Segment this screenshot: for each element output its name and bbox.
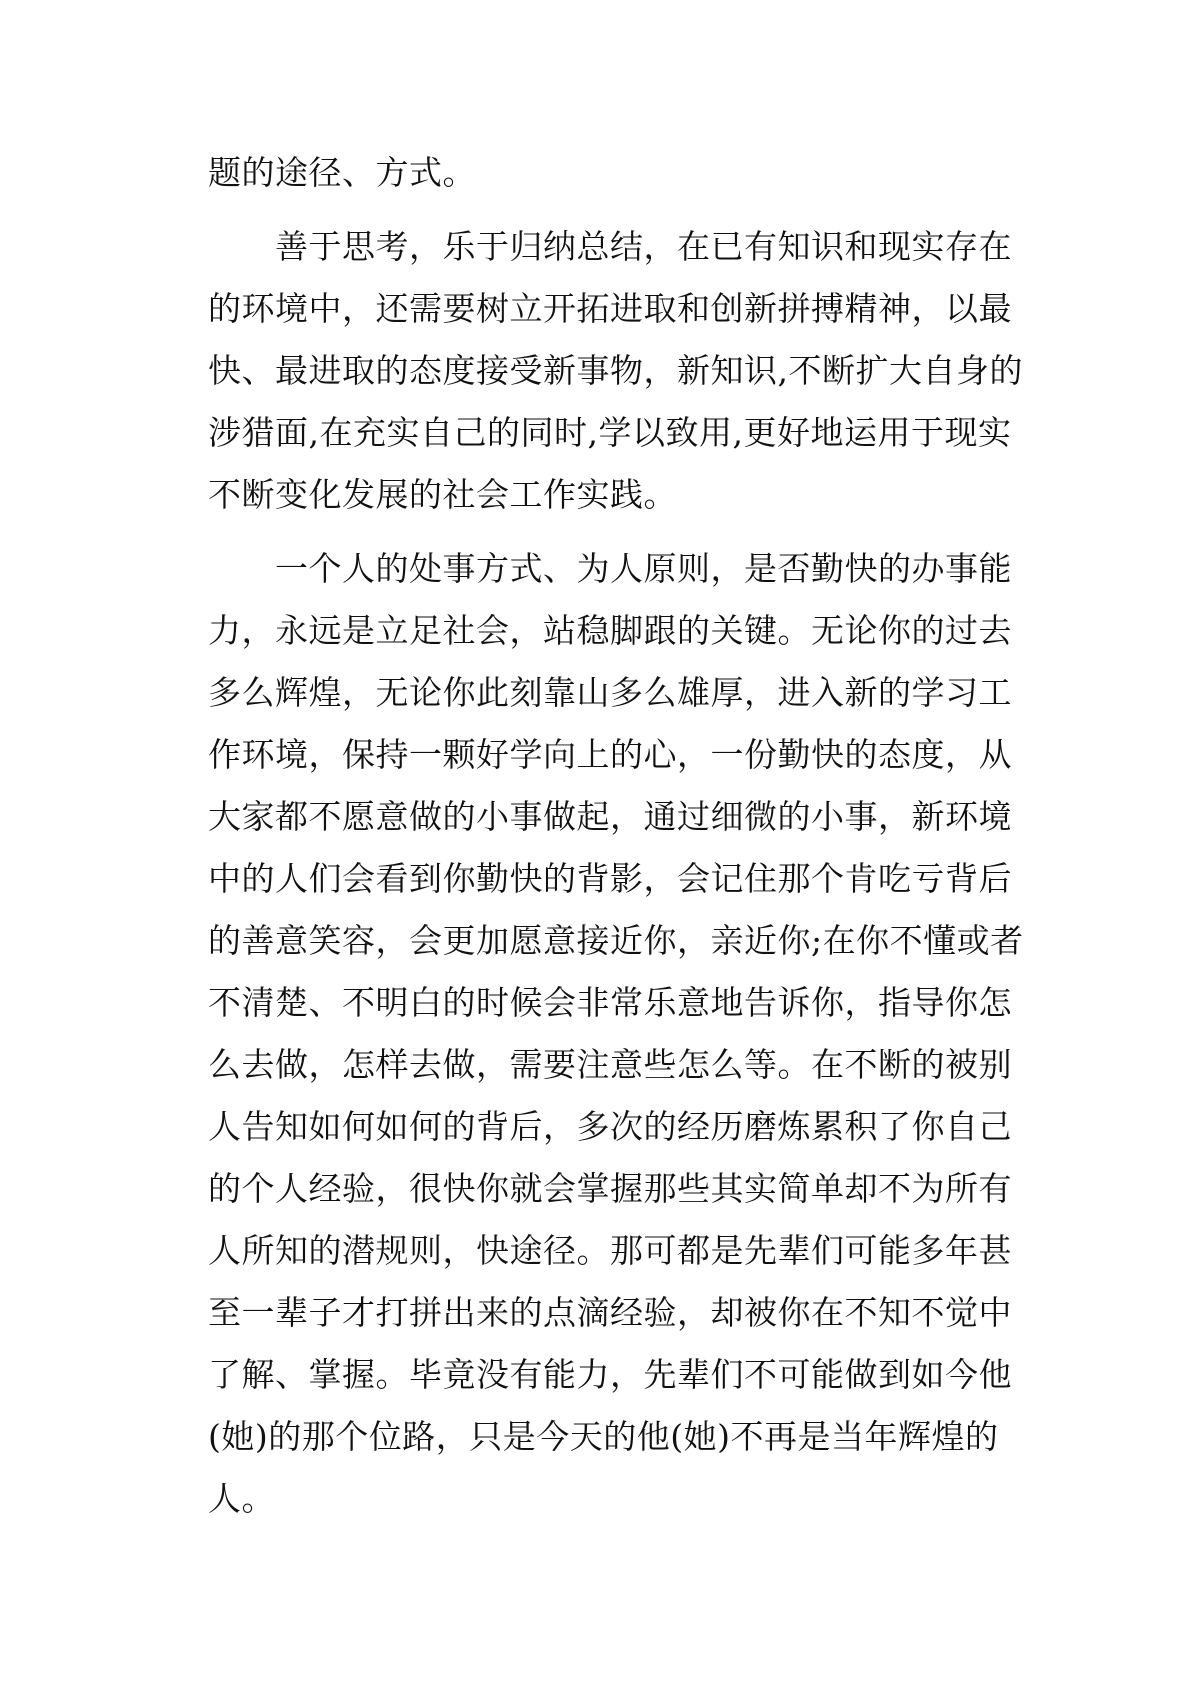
text-line: 了解、掌握。毕竟没有能力，先辈们不可能做到如今他	[208, 1355, 1012, 1394]
text-line: 的善意笑容，会更加愿意接近你，亲近你;在你不懂或者	[208, 921, 1024, 960]
text-line: 题的途径、方式。	[208, 153, 476, 192]
text-line: 一个人的处事方式、为人原则，是否勤快的办事能	[208, 549, 1012, 588]
text-line: 人。	[208, 1479, 275, 1518]
text-line: 快、最进取的态度接受新事物，新知识,不断扩大自身的	[208, 351, 1023, 390]
paragraph	[208, 538, 1024, 1530]
text-line: 涉猎面,在充实自己的同时,学以致用,更好地运用于现实	[208, 413, 1012, 452]
text-line: 的环境中，还需要树立开拓进取和创新拼搏精神，以最	[208, 289, 1012, 328]
text-line: 善于思考，乐于归纳总结，在已有知识和现实存在	[208, 227, 1012, 266]
text-line: 力，永远是立足社会，站稳脚跟的关键。无论你的过去	[208, 611, 1012, 650]
paragraph	[208, 216, 1023, 526]
text-line: (她)的那个位路，只是今天的他(她)不再是当年辉煌的	[208, 1417, 999, 1456]
text-line: 人告知如何如何的背后，多次的经历磨炼累积了你自己	[208, 1107, 1012, 1146]
text-line: 多么辉煌，无论你此刻靠山多么雄厚，进入新的学习工	[208, 673, 1012, 712]
text-line: 中的人们会看到你勤快的背影，会记住那个肯吃亏背后	[208, 859, 1012, 898]
text-line: 人所知的潜规则，快途径。那可都是先辈们可能多年甚	[208, 1231, 1012, 1270]
text-line: 不清楚、不明白的时候会非常乐意地告诉你，指导你怎	[208, 983, 1012, 1022]
paragraph	[208, 142, 1008, 204]
text-line: 大家都不愿意做的小事做起，通过细微的小事，新环境	[208, 797, 1012, 836]
text-line: 不断变化发展的社会工作实践。	[208, 475, 677, 514]
text-line: 么去做，怎样去做，需要注意些怎么等。在不断的被别	[208, 1045, 1012, 1084]
text-line: 的个人经验，很快你就会掌握那些其实简单却不为所有	[208, 1169, 1012, 1208]
body-text	[208, 142, 1024, 1530]
text-line: 至一辈子才打拼出来的点滴经验，却被你在不知不觉中	[208, 1293, 1012, 1332]
text-line: 作环境，保持一颗好学向上的心，一份勤快的态度，从	[208, 735, 1012, 774]
